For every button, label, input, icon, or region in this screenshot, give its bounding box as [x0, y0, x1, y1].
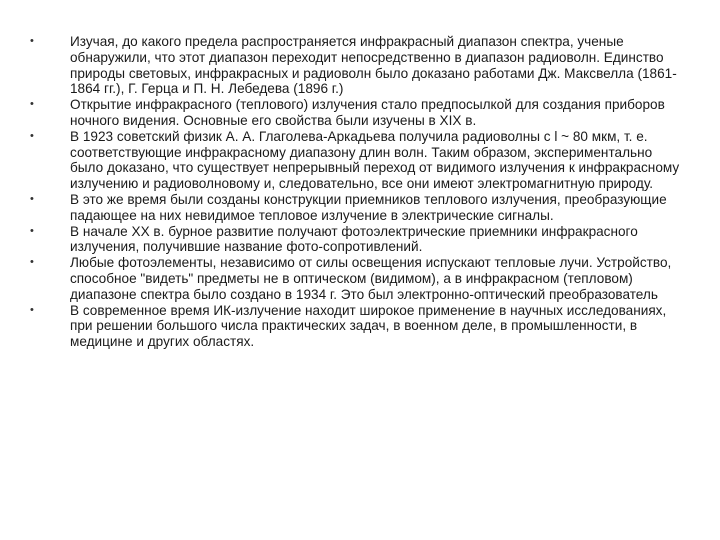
bullet-marker: • [30, 98, 34, 111]
bullet-item-6 [28, 255, 688, 302]
bullet-marker: • [30, 224, 34, 237]
bullet-marker: • [30, 192, 34, 205]
bullet-list [28, 34, 688, 350]
bullet-text: В современное время ИК-излучение находит широкое применение в научных исследованиях, при решении большого числа практических задач, в военном деле, в промышленности, в медицине и других областях. [70, 302, 667, 350]
bullet-item-1 [28, 34, 688, 97]
bullet-item-5 [28, 224, 688, 256]
bullet-marker: • [30, 35, 34, 47]
bullet-item-2 [28, 97, 688, 129]
bullet-item-4 [28, 192, 688, 224]
bullet-text: Изучая, до какого предела распространяется инфракрасный диапазон спектра, ученые обнаружили, что этот диапазон переходит непосредственно в диапазон радиоволн. Единство природы световых, инфракрасных и радиоволн было доказано работами Дж. Максвелла (1861-1864 гг.), Г. Герца и П. Н. Лебедева (1896 г.) [70, 34, 677, 97]
bullet-marker: • [30, 129, 34, 142]
bullet-text: В 1923 советский физик А. А. Глаголева-Аркадьева получила радиоволны с l ~ 80 мкм, т. е. соответствующие инфракрасному диапазону длин волн. Таким образом, экспериментально было доказано, что существует непрерывный переход от видимого излучения к инфракрасному излучению и радиоволновому и, следовательно, все они имеют электромагнитную природу. [70, 128, 680, 192]
bullet-item-3 [28, 129, 688, 192]
bullet-text: Открытие инфракрасного (теплового) излучения стало предпосылкой для создания приборов ночного видения. Основные его свойства были изучены в XIX в. [70, 97, 665, 128]
bullet-marker: • [30, 256, 34, 269]
bullet-item-7 [28, 303, 688, 350]
bullet-text: В начале XX в. бурное развитие получают фотоэлектрические приемники инфракрасного излучения, получившие название фото-сопротивлений. [70, 223, 638, 255]
bullet-text: Любые фотоэлементы, независимо от силы освещения испускают тепловые лучи. Устройство, способное "видеть" предметы не в оптическом (видимом), а в инфракрасном (тепловом) диапазоне спектра было создано в 1934 г. Это был электронно-оптический преобразователь [70, 255, 672, 302]
bullet-text: В это же время были созданы конструкции приемников теплового излучения, преобразующие падающее на них невидимое тепловое излучение в электрические сигналы. [70, 191, 667, 223]
bullet-marker: • [30, 303, 34, 316]
